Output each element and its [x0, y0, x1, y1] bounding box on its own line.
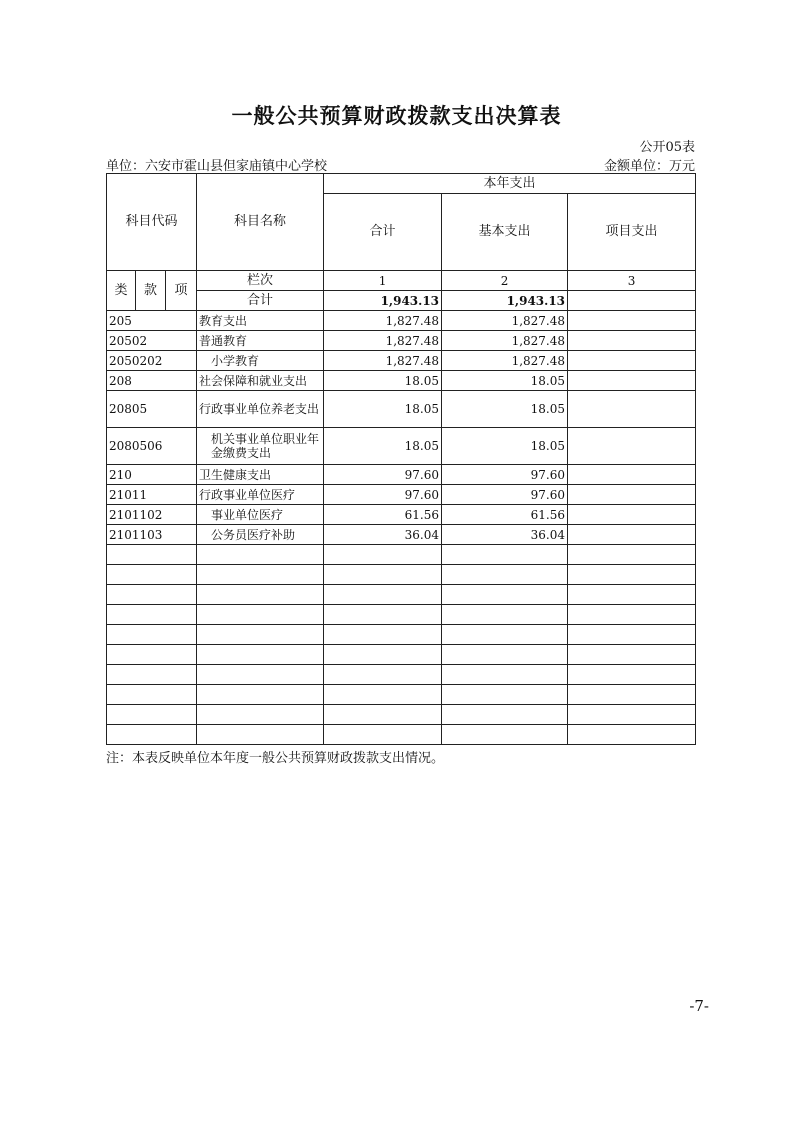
row-name: 社会保障和就业支出	[197, 371, 324, 391]
row-total: 18.05	[324, 371, 442, 391]
row-project	[568, 391, 696, 428]
row-basic: 1,827.48	[442, 311, 568, 331]
row-total: 97.60	[324, 485, 442, 505]
row-code: 2101103	[107, 525, 197, 545]
unit-name: 单位：六安市霍山县但家庙镇中心学校	[106, 159, 328, 174]
row-name: 行政事业单位养老支出	[197, 391, 324, 428]
row-name: 机关事业单位职业年金缴费支出	[197, 428, 324, 465]
row-project	[568, 525, 696, 545]
row-total: 18.05	[324, 391, 442, 428]
empty-row	[107, 725, 696, 745]
header-column-label: 栏次	[197, 271, 324, 291]
row-name: 行政事业单位医疗	[197, 485, 324, 505]
row-name: 教育支出	[197, 311, 324, 331]
row-basic: 1,827.48	[442, 331, 568, 351]
header-code: 科目代码	[107, 174, 197, 271]
table-row	[107, 505, 696, 525]
row-code: 2101102	[107, 505, 197, 525]
row-basic: 97.60	[442, 485, 568, 505]
row-code: 210	[107, 465, 197, 485]
row-total: 61.56	[324, 505, 442, 525]
table-row	[107, 465, 696, 485]
row-total: 1,827.48	[324, 331, 442, 351]
header-col1: 1	[324, 271, 442, 291]
table-row	[107, 525, 696, 545]
sum-basic: 1,943.13	[442, 291, 568, 311]
header-project: 项目支出	[568, 194, 696, 271]
header-lei: 类	[107, 271, 136, 311]
expenditure-table	[106, 173, 696, 745]
empty-row	[107, 565, 696, 585]
row-code: 2080506	[107, 428, 197, 465]
table-row	[107, 311, 696, 331]
page-number: -7-	[689, 997, 709, 1015]
row-name: 卫生健康支出	[197, 465, 324, 485]
page-title: 一般公共预算财政拨款支出决算表	[231, 104, 562, 128]
row-total: 1,827.48	[324, 351, 442, 371]
row-code: 205	[107, 311, 197, 331]
empty-row	[107, 585, 696, 605]
row-project	[568, 485, 696, 505]
row-basic: 18.05	[442, 371, 568, 391]
row-basic: 36.04	[442, 525, 568, 545]
footnote: 注：本表反映单位本年度一般公共预算财政拨款支出情况。	[106, 751, 445, 766]
header-col2: 2	[442, 271, 568, 291]
row-total: 1,827.48	[324, 311, 442, 331]
row-name: 普通教育	[197, 331, 324, 351]
sum-total: 1,943.13	[324, 291, 442, 311]
empty-row	[107, 685, 696, 705]
row-basic: 97.60	[442, 465, 568, 485]
empty-row	[107, 625, 696, 645]
header-total: 合计	[324, 194, 442, 271]
row-basic: 18.05	[442, 391, 568, 428]
row-code: 2050202	[107, 351, 197, 371]
row-code: 208	[107, 371, 197, 391]
row-project	[568, 465, 696, 485]
table-row	[107, 428, 696, 465]
header-name: 科目名称	[197, 174, 324, 271]
header-xiang: 项	[166, 271, 197, 311]
row-code: 21011	[107, 485, 197, 505]
header-year-total: 本年支出	[324, 174, 696, 194]
table-row	[107, 351, 696, 371]
row-basic: 61.56	[442, 505, 568, 525]
row-project	[568, 505, 696, 525]
table-row	[107, 391, 696, 428]
table-row	[107, 331, 696, 351]
row-project	[568, 351, 696, 371]
row-code: 20502	[107, 331, 197, 351]
sum-project	[568, 291, 696, 311]
row-code: 20805	[107, 391, 197, 428]
row-total: 18.05	[324, 428, 442, 465]
row-basic: 18.05	[442, 428, 568, 465]
header-basic: 基本支出	[442, 194, 568, 271]
table-row	[107, 371, 696, 391]
empty-row	[107, 645, 696, 665]
empty-row	[107, 705, 696, 725]
table-row	[107, 485, 696, 505]
row-project	[568, 428, 696, 465]
form-number: 公开05表	[639, 140, 695, 155]
row-basic: 1,827.48	[442, 351, 568, 371]
empty-row	[107, 665, 696, 685]
amount-unit: 金额单位：万元	[603, 159, 695, 174]
row-total: 36.04	[324, 525, 442, 545]
row-project	[568, 371, 696, 391]
empty-row	[107, 605, 696, 625]
row-name: 公务员医疗补助	[197, 525, 324, 545]
header-col3: 3	[568, 271, 696, 291]
sum-label: 合计	[197, 291, 324, 311]
header-kuan: 款	[136, 271, 166, 311]
row-name: 事业单位医疗	[197, 505, 324, 525]
row-name: 小学教育	[197, 351, 324, 371]
row-project	[568, 311, 696, 331]
row-project	[568, 331, 696, 351]
empty-row	[107, 545, 696, 565]
row-total: 97.60	[324, 465, 442, 485]
